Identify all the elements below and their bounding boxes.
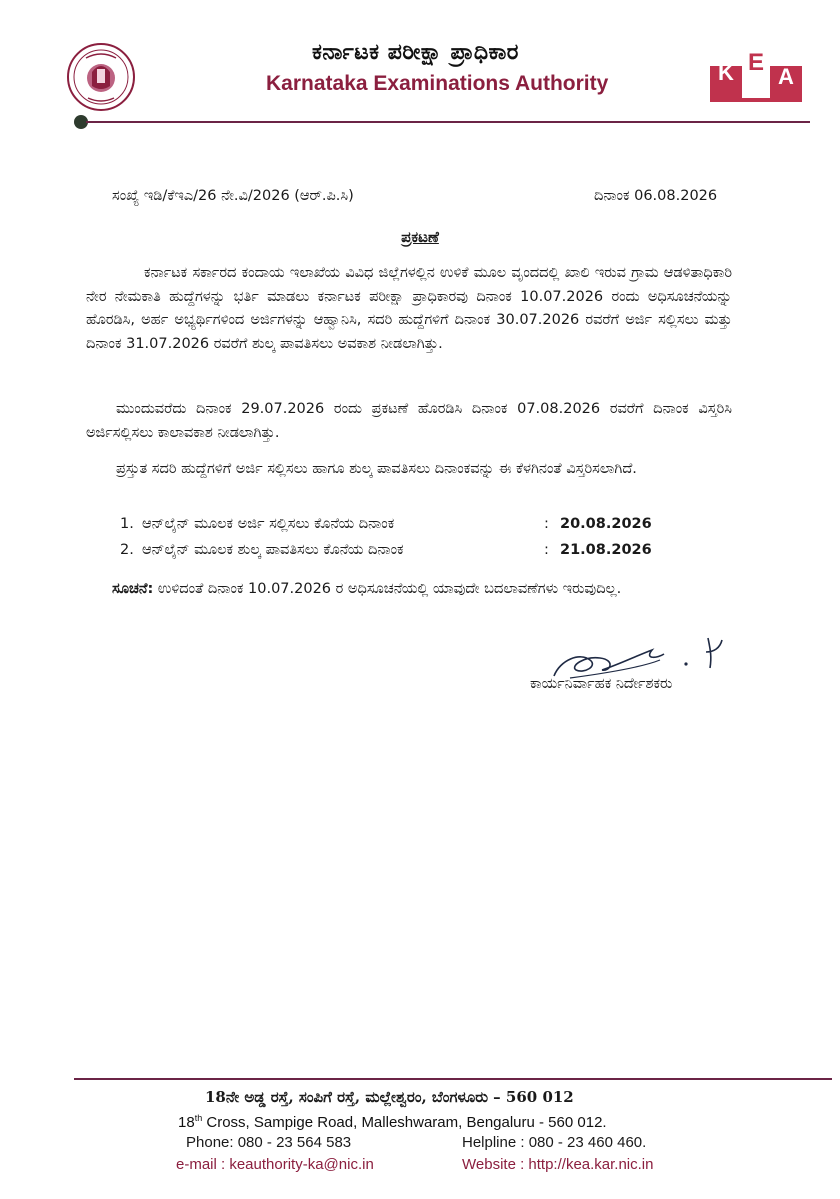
deadline-label: ಆನ್‌ಲೈನ್ ಮೂಲಕ ಅರ್ಜಿ ಸಲ್ಲಿಸಲು ಕೊನೆಯ ದಿನಾಂಕ [142, 516, 395, 532]
address-number: 18 [178, 1114, 195, 1131]
list-item [120, 516, 680, 542]
deadline-list [120, 516, 680, 568]
list-number: 1. [120, 516, 134, 532]
paragraph-1: ಕರ್ನಾಟಕ ಸರ್ಕಾರದ ಕಂದಾಯ ಇಲಾಖೆಯ ವಿವಿಧ ಜಿಲ್ಲೆಗಳಲ್ಲಿನ ಉಳಿಕೆ ಮೂಲ ವೃಂದದಲ್ಲಿ ಖಾಲಿ ಇರುವ ಗ್ರಾಮ ಆಡಳಿತಾಧಿಕಾರಿ ನೇರ ನೇಮಕಾತಿ ಹುದ್ದೆಗಳನ್ನು ಭರ್ತಿ ಮಾಡಲು ಕರ್ನಾಟಕ ಪರೀಕ್ಷಾ ಪ್ರಾಧಿಕಾರವು ದಿನಾಂಕ 10.07.2026 ರಂದು ಅಧಿಸೂಚನೆಯನ್ನು ಹೊರಡಿಸಿ, ಅರ್ಹ ಅಭ್ಯರ್ಥಿಗಳಿಂದ ಅರ್ಜಿಗಳನ್ನು ಆಹ್ವಾನಿಸಿ, ಸದರಿ ಹುದ್ದೆಗಳಿಗೆ ದಿನಾಂಕ 30.07.2026 ರವರೆಗೆ ಅರ್ಜಿ ಸಲ್ಲಿಸಲು ಮತ್ತು ದಿನಾಂಕ 31.07.2026 ರವರೆಗೆ ಶುಲ್ಕ ಪಾವತಿಸಲು ಅವಕಾಶ ನೀಡಲಾಗಿತ್ತು. [86, 265, 732, 352]
svg-text:A: A [778, 64, 794, 89]
reference-number: ಸಂಖ್ಯೆ ಇಡಿ/ಕೆಇಎ/26 ನೇ.ವಿ/2026 (ಆರ್.ಪಿ.ಸಿ) [112, 188, 354, 204]
svg-text:E: E [747, 49, 765, 76]
authority-title-english: Karnataka Examinations Authority [266, 72, 609, 95]
footer-address-kannada: 18ನೇ ಅಡ್ಡ ರಸ್ತೆ, ಸಂಪಿಗೆ ರಸ್ತೆ, ಮಲ್ಲೇಶ್ವರಂ, ಬೆಂಗಳೂರು – 560 012 [205, 1088, 574, 1106]
footer-website[interactable]: Website : http://kea.kar.nic.in [462, 1156, 654, 1173]
footer-phone: Phone: 080 - 23 564 583 [186, 1134, 352, 1151]
footer-email[interactable]: e-mail : keauthority-ka@nic.in [176, 1156, 374, 1173]
authority-title-kannada: ಕರ್ನಾಟಕ ಪರೀಕ್ಷಾ ಪ್ರಾಧಿಕಾರ [312, 40, 519, 65]
deadline-label: ಆನ್‌ಲೈನ್ ಮೂಲಕ ಶುಲ್ಕ ಪಾವತಿಸಲು ಕೊನೆಯ ದಿನಾಂಕ [142, 542, 404, 558]
deadline-colon: : [544, 542, 549, 558]
note [112, 576, 732, 602]
paragraph-3: ಪ್ರಸ್ತುತ ಸದರಿ ಹುದ್ದೆಗಳಿಗೆ ಅರ್ಜಿ ಸಲ್ಲಿಸಲು ಹಾಗೂ ಶುಲ್ಕ ಪಾವತಿಸಲು ದಿನಾಂಕವನ್ನು ಈ ಕೆಳಗಿನಂತೆ ವಿಸ್ತರಿಸಲಾಗಿದೆ. [116, 461, 637, 477]
deadline-date: 20.08.2026 [560, 516, 652, 532]
note-label: ಸೂಚನೆ: [112, 581, 154, 597]
kea-logo [708, 40, 804, 104]
footer-address-english [178, 1113, 607, 1131]
header-divider [86, 121, 810, 123]
paragraph-2: ಮುಂದುವರೆದು ದಿನಾಂಕ 29.07.2026 ರಂದು ಪ್ರಕಟಣೆ ಹೊರಡಿಸಿ ದಿನಾಂಕ 07.08.2026 ರವರೆಗೆ ದಿನಾಂಕ ವಿಸ್ತರಿಸಿ ಅರ್ಜಿಸಲ್ಲಿಸಲು ಕಾಲಾವಕಾಶ ನೀಡಲಾಗಿತ್ತು. [86, 401, 732, 441]
footer-divider [74, 1078, 832, 1080]
reference-date: ದಿನಾಂಕ 06.08.2026 [594, 188, 718, 204]
address-ordinal: th [194, 1113, 203, 1123]
notice-heading: ಪ್ರಕಟಣೆ [401, 228, 439, 246]
deadline-colon: : [544, 516, 549, 532]
karnataka-seal-icon [66, 42, 136, 112]
footer-helpline: Helpline : 080 - 23 460 460. [462, 1134, 647, 1151]
signatory-title: ಕಾರ್ಯನಿರ್ವಾಹಕ ನಿರ್ದೇಶಕರು [530, 676, 673, 692]
address-rest: Cross, Sampige Road, Malleshwaram, Bengaluru - 560 012. [202, 1114, 607, 1131]
note-text: ಉಳಿದಂತೆ ದಿನಾಂಕ 10.07.2026 ರ ಅಧಿಸೂಚನೆಯಲ್ಲಿ ಯಾವುದೇ ಬದಲಾವಣೆಗಳು ಇರುವುದಿಲ್ಲ. [157, 581, 622, 597]
deadline-date: 21.08.2026 [560, 542, 652, 558]
list-number: 2. [120, 542, 134, 558]
list-item [120, 542, 680, 568]
svg-text:K: K [718, 60, 734, 85]
